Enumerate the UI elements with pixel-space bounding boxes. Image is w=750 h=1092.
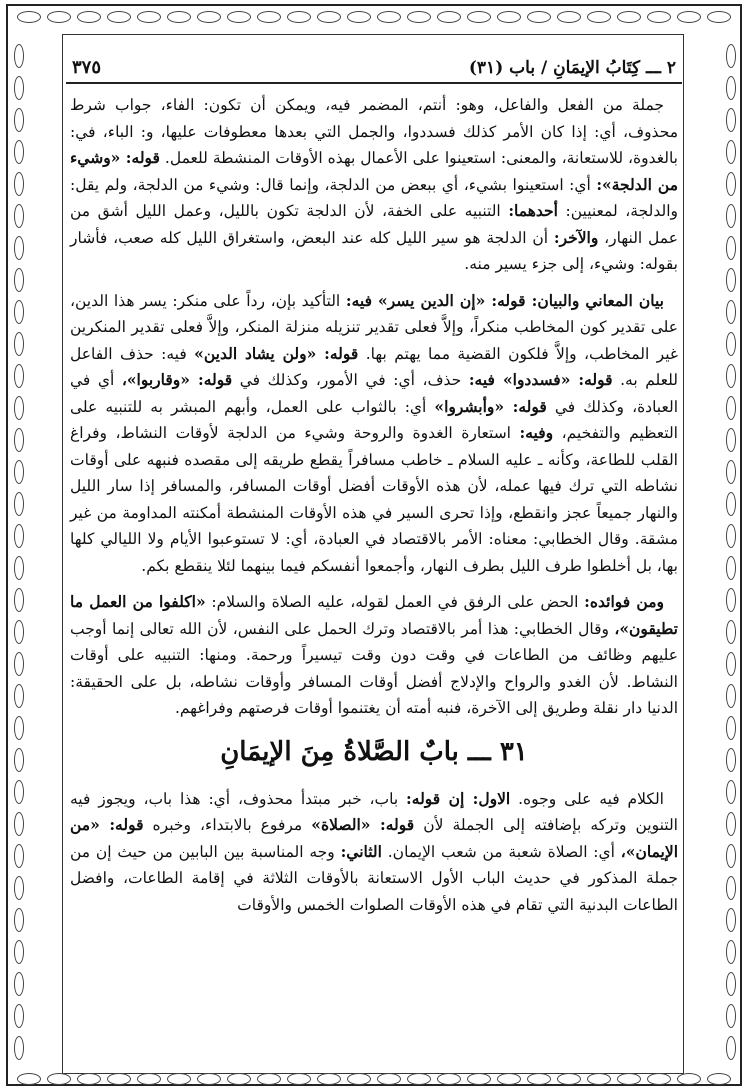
text-run: جملة من الفعل والفاعل، وهو: أنتم، المضمر فيه، ويمكن أن تكون: الفاء، جواب شرط محذوف، أي: إذا كان الأمر كذلك فسددوا، والجمل التي بعدها معطوفات عليها، و: الباء، في: بالغدوة، للاستعانة، والمعنى: استعينوا على الأعمال بهذه الأوقات المنشطة للعمل. <box>70 96 678 167</box>
bold-run: قوله: «وشيء من الدلجة»: <box>70 148 678 194</box>
ornament-icon <box>726 1004 736 1028</box>
ornament-icon <box>14 492 24 516</box>
ornament-icon <box>167 11 191 23</box>
text-run: أي: استعينوا بشيء، أي ببعض من الدلجة، وإنما قال: وشيء من الدلجة، ولم يقل: والدلجة، لمعنيين: <box>70 175 678 220</box>
ornament-icon <box>726 684 736 708</box>
paragraph-2 <box>70 288 678 580</box>
ornament-icon <box>726 940 736 964</box>
ornament-icon <box>137 11 161 23</box>
ornament-icon <box>257 11 281 23</box>
ornament-icon <box>14 524 24 548</box>
bold-run: والآخر: <box>553 227 599 247</box>
ornament-icon <box>14 172 24 196</box>
bold-run: أحدهما: <box>508 201 558 220</box>
ornament-icon <box>377 11 401 23</box>
text-run: أي: الصلاة شعبة من شعب الإيمان. <box>381 842 621 861</box>
ornament-icon <box>14 236 24 260</box>
ornament-icon <box>14 844 24 868</box>
ornament-icon <box>197 11 221 23</box>
ornament-icon <box>47 11 71 23</box>
ornament-icon <box>107 1073 131 1085</box>
ornament-icon <box>14 748 24 772</box>
right-ornament-border <box>724 40 738 1062</box>
text-run: الحض على الرفق في العمل لقوله، عليه الصلاة والسلام: <box>205 593 585 611</box>
ornament-icon <box>726 876 736 900</box>
bold-run: قوله: «وأبشروا» <box>434 396 547 416</box>
ornament-icon <box>726 44 736 68</box>
ornament-icon <box>197 1073 221 1085</box>
ornament-icon <box>14 1036 24 1060</box>
ornament-icon <box>107 11 131 23</box>
bold-run: وفيه: <box>519 423 554 442</box>
bold-run: الاول: إن قوله: <box>406 788 511 808</box>
page-body <box>66 92 682 1072</box>
ornament-icon <box>227 11 251 23</box>
ornament-icon <box>227 1073 251 1085</box>
ornament-icon <box>17 11 41 23</box>
ornament-icon <box>726 300 736 324</box>
bold-run: قوله: «فسددوا» فيه: <box>468 370 613 389</box>
ornament-icon <box>14 76 24 100</box>
ornament-icon <box>726 108 736 132</box>
running-header <box>66 54 682 84</box>
bold-run: قوله: «الصلاة» <box>311 815 415 834</box>
ornament-icon <box>14 140 24 164</box>
ornament-icon <box>726 524 736 548</box>
ornament-icon <box>14 1004 24 1028</box>
paragraph-1 <box>70 92 678 278</box>
ornament-icon <box>287 1073 311 1085</box>
ornament-icon <box>527 1073 551 1085</box>
bold-run: «اكلفوا من العمل ما تطيقون»، <box>70 592 678 638</box>
section-heading: ٣١ ـــ بابٌ الصَّلاةُ مِنَ الإيمَانِ <box>220 736 528 767</box>
text-run: أي: بالثواب على العمل، وأبهم المبشر به للتنبيه على التعظيم والتفخيم، <box>70 397 678 442</box>
ornament-icon <box>587 11 611 23</box>
ornament-icon <box>497 11 521 23</box>
ornament-icon <box>726 748 736 772</box>
bold-run: قوله: «وقاربوا»، <box>121 370 233 389</box>
ornament-icon <box>407 11 431 23</box>
ornament-icon <box>677 1073 701 1085</box>
ornament-icon <box>14 108 24 132</box>
ornament-icon <box>647 1073 671 1085</box>
ornament-icon <box>726 588 736 612</box>
ornament-icon <box>726 844 736 868</box>
ornament-icon <box>726 780 736 804</box>
ornament-icon <box>377 1073 401 1085</box>
text-run: أن الدلجة هو سير الليل كله عند البعض، واستغراق الليل كله صعب، فأشار بقوله: وشيء، إلى جزء يسير منه. <box>70 228 678 273</box>
ornament-icon <box>14 972 24 996</box>
text-run: مرفوع بالابتداء، وخبره <box>143 816 312 834</box>
ornament-icon <box>14 428 24 452</box>
ornament-icon <box>14 556 24 580</box>
ornament-icon <box>14 460 24 484</box>
ornament-icon <box>14 204 24 228</box>
ornament-icon <box>257 1073 281 1085</box>
ornament-icon <box>14 300 24 324</box>
bold-run: الثاني: <box>340 841 382 861</box>
bold-run: قوله: «ولن يشاد الدين» <box>194 343 359 363</box>
text-run: فيه: حذف الفاعل للعلم به. <box>70 344 678 389</box>
ornament-icon <box>287 11 311 23</box>
ornament-icon <box>726 396 736 420</box>
ornament-icon <box>14 908 24 932</box>
text-run: أي في العبادة، وكذلك في <box>70 371 678 416</box>
ornament-icon <box>14 940 24 964</box>
bold-run: قوله: «من الإيمان»، <box>70 815 678 861</box>
bold-run: بيان المعاني والبيان: قوله: «إن الدين يسر» فيه: <box>345 290 664 310</box>
ornament-icon <box>14 44 24 68</box>
ornament-icon <box>617 1073 641 1085</box>
ornament-icon <box>726 428 736 452</box>
ornament-icon <box>77 1073 101 1085</box>
ornament-icon <box>407 1073 431 1085</box>
paragraph-4 <box>70 786 678 919</box>
ornament-icon <box>14 716 24 740</box>
paragraph-3 <box>70 589 678 722</box>
ornament-icon <box>14 812 24 836</box>
ornament-icon <box>347 11 371 23</box>
ornament-icon <box>726 204 736 228</box>
ornament-icon <box>14 396 24 420</box>
ornament-icon <box>77 11 101 23</box>
ornament-icon <box>617 11 641 23</box>
bold-run: ومن فوائده: <box>584 592 664 611</box>
left-ornament-border <box>12 40 26 1062</box>
ornament-icon <box>47 1073 71 1085</box>
ornament-icon <box>726 172 736 196</box>
ornament-icon <box>726 620 736 644</box>
text-run: باب، خبر مبتدأ محذوف، أي: هذا باب، ويجوز فيه التنوين وتركه بإضافته إلى الجملة لأن <box>70 789 678 834</box>
ornament-icon <box>14 364 24 388</box>
text-run: استعارة الغدوة والروحة وشيء من الدلجة لأوقات النشاط، وفراغ القلب للطاعة، وكأنه ـ عليه السلام ـ خاطب مسافراً يقطع طريقه إلى مقصده فنبهه على أوقات نشاطه التي ترك فيها عمله، لأن هذه الأوقات أفضل أوقات المسافر، والمسافر إذا سار الليل والنهار جميعاً عجز وانقطع، وإذا تحرى السير في هذه الأوقات المنشطة أمكنته المداومة من غير مشقة. وقال الخطابي: معناه: الأمر بالاقتصاد في العبادة، أي: لا تستوعبوا الأيام ولا الليالي كلها بها، بل أخلطوا طرف الليل بطرف النهار، وأجمعوا أنفسكم فيما بينهما لئلا ينقطع بكم. <box>70 424 678 575</box>
ornament-icon <box>497 1073 521 1085</box>
ornament-icon <box>347 1073 371 1085</box>
ornament-icon <box>14 332 24 356</box>
ornament-icon <box>726 1036 736 1060</box>
ornament-icon <box>14 876 24 900</box>
ornament-icon <box>726 652 736 676</box>
ornament-icon <box>587 1073 611 1085</box>
ornament-icon <box>527 11 551 23</box>
ornament-icon <box>647 11 671 23</box>
ornament-icon <box>14 684 24 708</box>
ornament-icon <box>467 1073 491 1085</box>
text-run: التأكيد بإن، رداً على منكر: يسر هذا الدين، على تقدير كون المخاطب منكراً، وإلاَّ فعلى تقدير تنزيله منزلة المنكر، وإلاَّ فعلى تقدير المنكرين غير المخاطب، وإلاَّ فلكون القضية مما يهتم بها. <box>70 291 679 363</box>
ornament-icon <box>726 332 736 356</box>
ornament-icon <box>726 364 736 388</box>
ornament-icon <box>726 268 736 292</box>
ornament-icon <box>437 11 461 23</box>
bottom-ornament-border <box>14 1072 736 1086</box>
ornament-icon <box>726 812 736 836</box>
ornament-icon <box>14 652 24 676</box>
text-run: حذف، أي: في الأمور، وكذلك في <box>232 371 469 389</box>
ornament-icon <box>14 620 24 644</box>
ornament-icon <box>726 236 736 260</box>
chapter-title: ٢ ـــ كِتَابُ الإيمَانِ / باب (٣١) <box>468 58 676 78</box>
ornament-icon <box>167 1073 191 1085</box>
ornament-icon <box>14 268 24 292</box>
text-run: وقال الخطابي: هذا أمر بالاقتصاد وترك الحمل على النفس، لأن الله تعالى إنما أوجب عليهم وظائف من الطاعات في وقت دون وقت تيسيراً ورحمة. ومنها: التنبيه على أوقات النشاط. لأن الغدو والرواح والإدلاج أفضل أوقات المسافر وأوقات نشاطه، بل على الحقيقة: الدنيا دار نقلة وطريق إلى الآخرة، فنبه أمته أن يغتنموا أوقات فرصتهم وفراغهم. <box>70 619 678 717</box>
ornament-icon <box>726 140 736 164</box>
ornament-icon <box>467 11 491 23</box>
page-number: ٣٧٥ <box>72 57 102 78</box>
ornament-icon <box>707 1073 731 1085</box>
ornament-icon <box>557 11 581 23</box>
ornament-icon <box>137 1073 161 1085</box>
ornament-icon <box>726 76 736 100</box>
ornament-icon <box>677 11 701 23</box>
top-ornament-border <box>14 10 736 24</box>
text-run: الكلام فيه على وجوه. <box>510 789 664 808</box>
ornament-icon <box>14 588 24 612</box>
ornament-icon <box>437 1073 461 1085</box>
ornament-icon <box>14 780 24 804</box>
ornament-icon <box>726 460 736 484</box>
ornament-icon <box>317 11 341 23</box>
ornament-icon <box>317 1073 341 1085</box>
ornament-icon <box>726 492 736 516</box>
ornament-icon <box>726 556 736 580</box>
ornament-icon <box>726 972 736 996</box>
ornament-icon <box>726 908 736 932</box>
ornament-icon <box>557 1073 581 1085</box>
ornament-icon <box>707 11 731 23</box>
text-run: التنبيه على الخفة، لأن الدلجة تكون بالليل، وعمل الليل أشق من عمل النهار، <box>70 202 678 247</box>
ornament-icon <box>726 716 736 740</box>
ornament-icon <box>17 1073 41 1085</box>
text-run: وجه المناسبة بين البابين من حيث إن من جملة المذكور في حديث الباب الأول الاستعانة بالأوقات الثلاثة في إقامة الطاعات، وافضل الطاعات البدنية التي تقام في هذه الأوقات الصلوات الخمس والأوقات <box>70 842 678 914</box>
